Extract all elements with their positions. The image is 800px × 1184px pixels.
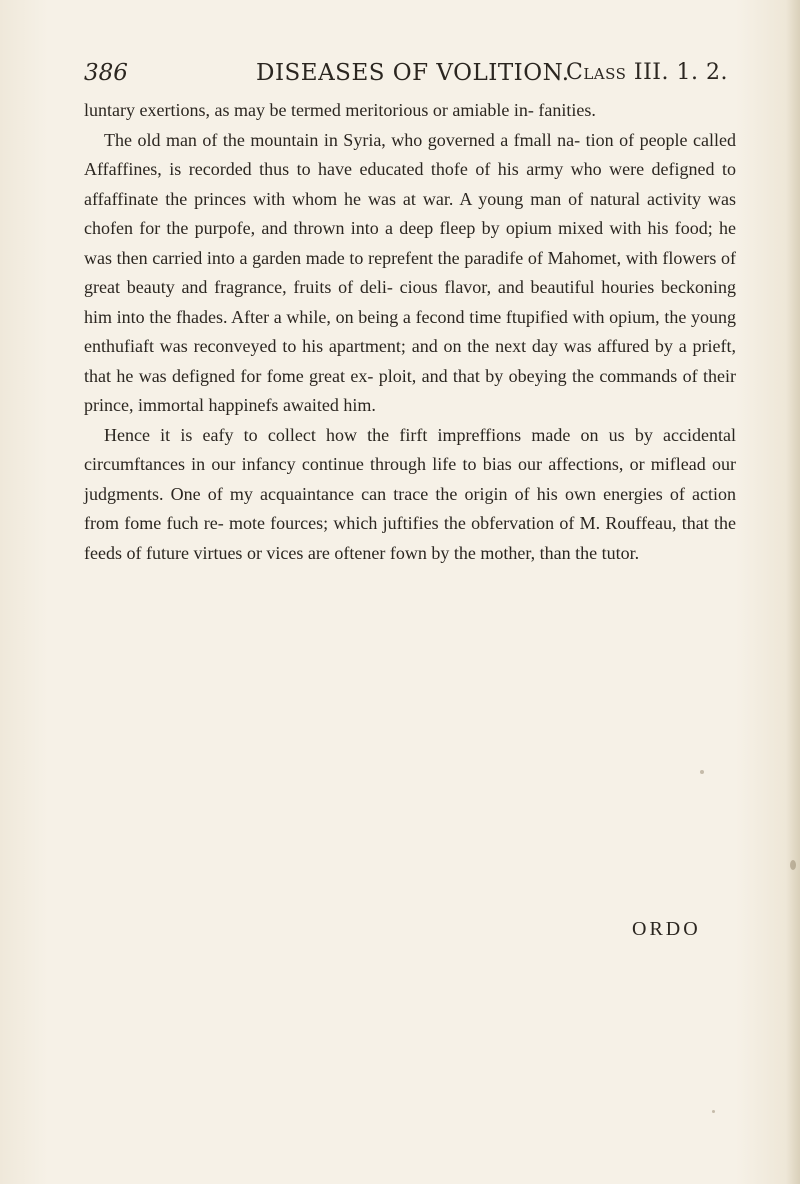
paragraph-impressions: Hence it is eafy to collect how the firft impreffions made on us by accidental circumftances in our infancy continue through life to bias our affections, or miflead our judgments. One of my acquaintance can trace the origin of his own energies of action from fome fuch re- mote fources; which juftifies the obfervation of M. Rouffeau, that the feeds of future virtues or vices are oftener fown by the mother, than the tutor.	[84, 424, 736, 563]
running-head	[84, 56, 744, 96]
paper-speck	[712, 1110, 715, 1113]
catchword: ORDO	[632, 918, 701, 940]
paragraph-continuation: luntary exertions, as may be termed meritorious or amiable in- fanities.	[84, 100, 596, 120]
paper-speck	[790, 860, 796, 870]
class-label: Class III. 1. 2.	[566, 60, 728, 85]
body-text	[84, 96, 736, 568]
running-title: DISEASES OF VOLITION.	[256, 60, 570, 86]
paragraph-assassins: The old man of the mountain in Syria, who governed a fmall na- tion of people called Affaffines, is recorded thus to have educated thofe of his army who were defigned to affaffinate the princes with whom he was at war. A young man of natural activity was chofen for the purpofe, and thrown into a deep fleep by opium mixed with his food; he was then carried into a garden made to reprefent the paradife of Mahomet, with flowers of great beauty and fragrance, fruits of deli- cious flavor, and beautiful houries beckoning him into the fhades. After a while, on being a fecond time ftupified with opium, the young enthufiaft was reconveyed to his apartment; and on the next day was affured by a prieft, that he was defigned for fome great ex- ploit, and that by obeying the commands of their prince, immortal happinefs awaited him.	[84, 129, 736, 415]
paper-speck	[700, 770, 704, 774]
page-edge-shadow	[786, 0, 800, 1184]
page-number: 386	[84, 60, 128, 86]
